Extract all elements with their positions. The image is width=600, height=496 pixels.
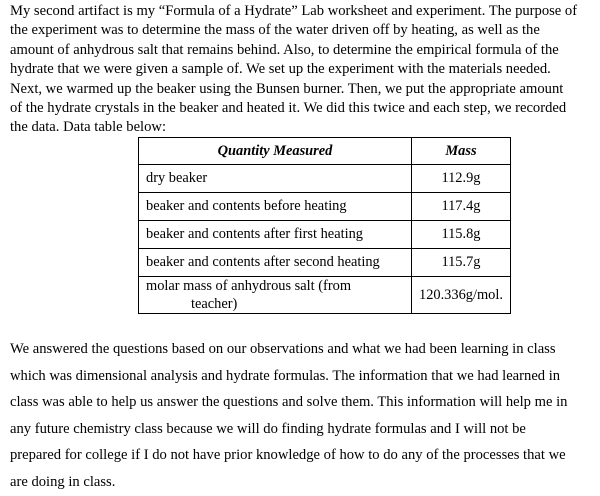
- intro-line: amount of anhydrous salt that remains behind. Also, to determine the empirical formula of the: [10, 41, 559, 58]
- mass-cell: 120.336g/mol.: [412, 277, 511, 314]
- closing-line: are doing in class.: [10, 473, 116, 490]
- intro-paragraph: [10, 2, 594, 138]
- header-quantity: Quantity Measured: [139, 138, 412, 165]
- table-row: [139, 193, 511, 221]
- header-mass: Mass: [412, 138, 511, 165]
- table-row: [139, 277, 511, 314]
- table-row: [139, 165, 511, 193]
- intro-line: the data. Data table below:: [10, 119, 167, 136]
- intro-line: hydrate that we were given a sample of. We set up the experiment with the materials needed.: [10, 61, 551, 78]
- quantity-cell: beaker and contents after second heating: [139, 249, 412, 277]
- mass-cell: 117.4g: [412, 193, 511, 221]
- table-row: [139, 221, 511, 249]
- table-row: [139, 249, 511, 277]
- closing-line: We answered the questions based on our observations and what we had been learning in class: [10, 341, 556, 357]
- quantity-line: molar mass of anhydrous salt (from: [146, 278, 352, 294]
- mass-cell: 115.7g: [412, 249, 511, 277]
- quantity-cell: [139, 277, 412, 314]
- closing-line: any future chemistry class because we will do finding hydrate formulas and I will not be: [10, 420, 526, 437]
- mass-cell: 115.8g: [412, 221, 511, 249]
- closing-line: which was dimensional analysis and hydrate formulas. The information that we had learned in: [10, 367, 561, 384]
- closing-paragraph: [10, 336, 594, 496]
- quantity-cell: beaker and contents after first heating: [139, 221, 412, 249]
- quantity-line: teacher): [191, 296, 238, 312]
- intro-line: My second artifact is my “Formula of a Hydrate” Lab worksheet and experiment. The purpose of: [10, 3, 578, 19]
- intro-line: the experiment was to determine the mass of the water driven off by heating, as well as the: [10, 22, 540, 39]
- table-header-row: [139, 138, 511, 165]
- intro-line: Next, we warmed up the beaker using the Bunsen burner. Then, we put the appropriate amount: [10, 80, 564, 97]
- mass-cell: 112.9g: [412, 165, 511, 193]
- closing-line: class was able to help us answer the questions and solve them. This information will help me in: [10, 394, 568, 411]
- quantity-cell: dry beaker: [139, 165, 412, 193]
- closing-line: prepared for college if I do not have prior knowledge of how to do any of the processes that we: [10, 447, 566, 464]
- quantity-cell: beaker and contents before heating: [139, 193, 412, 221]
- data-table: [138, 137, 511, 314]
- intro-line: of the hydrate crystals in the beaker and heated it. We did this twice and each step, we recorded: [10, 100, 567, 117]
